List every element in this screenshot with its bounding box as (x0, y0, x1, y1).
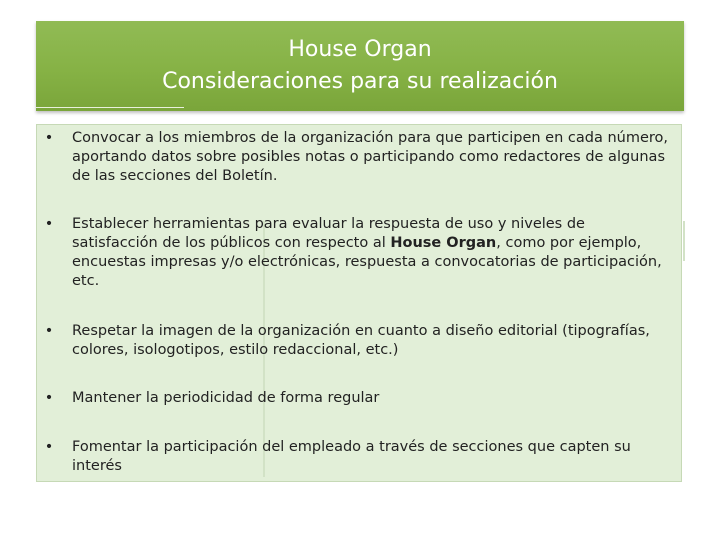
list-item-text-part: , como por ejemplo, encuestas impresas y/o electrónicas, respuesta a convocatorias de participación, etc. (72, 235, 662, 289)
bullet-dot: • (44, 216, 54, 232)
list-item-text (72, 215, 672, 291)
background-line (683, 221, 685, 261)
house-organ-emphasis: House Organ (390, 235, 497, 251)
bullet-dot: • (44, 390, 54, 406)
list-item-text: Mantener la periodicidad de forma regular (72, 390, 380, 406)
list-item-text-part: Establecer herramientas para evaluar la respuesta de uso y niveles de satisfacción de los públicos con respecto al (72, 216, 585, 251)
title-underline (36, 107, 184, 108)
bullet-dot: • (44, 130, 54, 146)
slide-subtitle: Consideraciones para su realización (162, 69, 558, 94)
slide-title: House Organ (288, 37, 432, 62)
bullet-dot: • (44, 439, 54, 455)
bullet-dot: • (44, 323, 54, 339)
bullet-list-panel (36, 124, 682, 482)
list-item-text: Fomentar la participación del empleado a través de secciones que capten su interés (72, 439, 631, 474)
title-banner (36, 21, 684, 111)
list-item-text: Convocar a los miembros de la organización para que participen en cada número, aportando datos sobre posibles notas o participando como redactores de algunas de las secciones del Boletín. (72, 130, 669, 184)
list-item-text: Respetar la imagen de la organización en cuanto a diseño editorial (tipografías, colores, isologotipos, estilo redaccional, etc.) (72, 323, 650, 358)
